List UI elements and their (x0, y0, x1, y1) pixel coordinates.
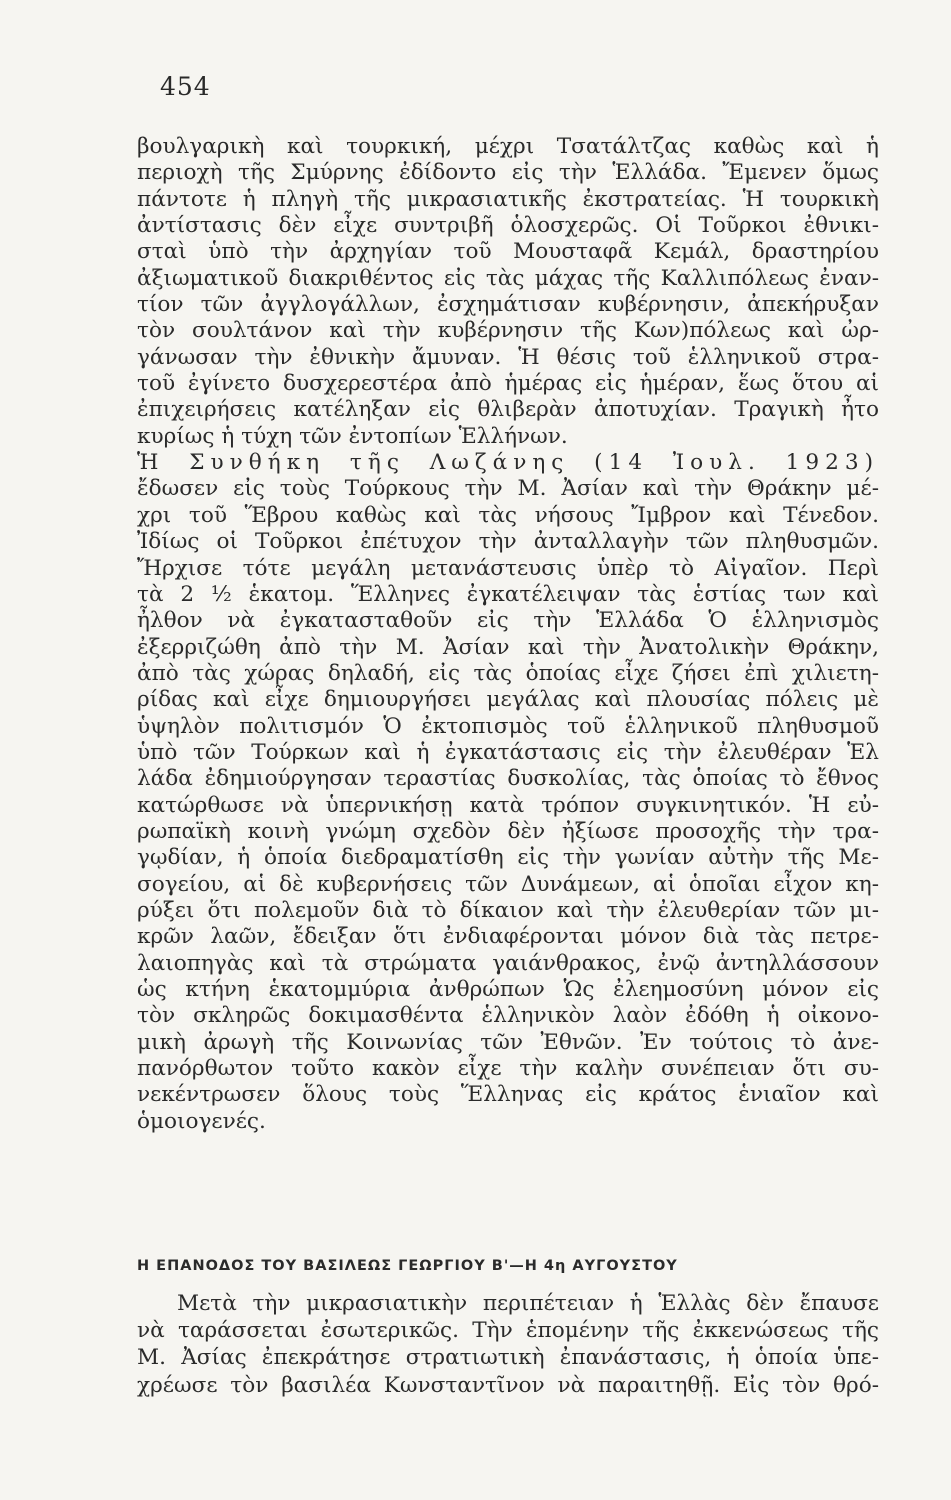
text-line: ὑπὸ τῶν Τούρκων καὶ ἡ ἐγκατάστασις εἰς τὴν ἐλευθέραν Ἑλ (137, 739, 879, 765)
text-line: ἦλθον νὰ ἐγκατασταθοῦν εἰς τὴν Ἑλλάδα Ὁ ἑλληνισμὸς (137, 608, 879, 634)
text-line: γάνωσαν τὴν ἐθνικὴν ἄμυναν. Ἡ θέσις τοῦ ἑλληνικοῦ στρα- (137, 344, 879, 370)
text-line: Μετὰ τὴν μικρασιατικὴν περιπέτειαν ἡ Ἑλλὰς δὲν ἔπαυσε (177, 1291, 879, 1316)
text-line: ὁμοιογενές. (137, 1108, 266, 1134)
text-line: τὰ 2 ½ ἑκατομ. Ἕλληνες ἐγκατέλειψαν τὰς ἑστίας των καὶ (137, 581, 879, 607)
text-line: ἔδωσεν εἰς τοὺς Τούρκους τὴν Μ. Ἀσίαν καὶ τὴν Θράκην μέ- (137, 476, 879, 502)
paragraph-1 (137, 134, 879, 450)
text-line: ἐξερριζώθη ἀπὸ τὴν Μ. Ἀσίαν καὶ τὴν Ἀνατολικὴν Θράκην, (137, 634, 879, 660)
paragraph-3 (137, 1290, 879, 1399)
text-line: ρύξει ὅτι πολεμοῦν διὰ τὸ δίκαιον καὶ τὴν ἐλευθερίαν τῶν μι- (137, 897, 879, 923)
text-line: περιοχὴ τῆς Σμύρνης ἐδίδοντο εἰς τὴν Ἑλλάδα. Ἔμενεν ὅμως (137, 160, 879, 186)
text-line: ρίδας καὶ εἶχε δημιουργήσει μεγάλας καὶ πλουσίας πόλεις μὲ (137, 687, 879, 713)
text-line: χρι τοῦ Ἕβρου καθὼς καὶ τὰς νήσους Ἴμβρον καὶ Τένεδον. (137, 502, 879, 528)
text-line: ρωπαϊκὴ κοινὴ γνώμη σχεδὸν δὲν ἠξίωσε προσοχῆς τὴν τρα- (137, 818, 879, 844)
text-line: Ἰδίως οἱ Τοῦρκοι ἐπέτυχον τὴν ἀνταλλαγὴν τῶν πληθυσμῶν. (137, 529, 879, 555)
text-line: λαιοπηγὰς καὶ τὰ στρώματα γαιάνθρακος, ἐνῷ ἀντηλλάσσουν (137, 950, 879, 976)
text-line: Ἡ Συνθήκη τῆς Λωζάνης (14 Ἰουλ. 1923) (137, 450, 879, 476)
text-line: βουλγαρικὴ καὶ τουρκική, μέχρι Τσατάλτζας καθὼς καὶ ἡ (137, 134, 879, 159)
page-number: 454 (160, 72, 211, 101)
text-line: ἀξιωματικοῦ διακριθέντος εἰς τὰς μάχας τῆς Καλλιπόλεως ἐναν- (137, 265, 879, 291)
text-line: ἀπὸ τὰς χώρας δηλαδή, εἰς τὰς ὁποίας εἶχε ζήσει ἐπὶ χιλιετη- (137, 660, 879, 686)
text-line: πάντοτε ἡ πληγὴ τῆς μικρασιατικῆς ἐκστρατείας. Ἡ τουρκικὴ (137, 186, 879, 212)
text-line: τὸν σουλτάνον καὶ τὴν κυβέρνησιν τῆς Κων)πόλεως καὶ ὠρ- (137, 318, 879, 344)
section-heading: Η ΕΠΑΝΟΔΟΣ ΤΟΥ ΒΑΣΙΛΕΩΣ ΓΕΩΡΓΙΟΥ Β'—Η 4η ΑΥΓΟΥΣΤΟΥ (137, 1258, 678, 1274)
text-line: χρέωσε τὸν βασιλέα Κωνσταντῖνον νὰ παραιτηθῇ. Εἰς τὸν θρό- (137, 1372, 879, 1398)
text-line: ὡς κτήνη ἑκατομμύρια ἀνθρώπων Ὡς ἐλεημοσύνη μόνον εἰς (137, 977, 879, 1002)
main-text (137, 134, 879, 1135)
text-line: μικὴ ἀρωγὴ τῆς Κοινωνίας τῶν Ἐθνῶν. Ἐν τούτοις τὸ ἀνε- (137, 1029, 879, 1055)
paragraph-2 (137, 450, 879, 1135)
text-line: πανόρθωτον τοῦτο κακὸν εἶχε τὴν καλὴν συνέπειαν ὅτι συ- (137, 1056, 879, 1082)
text-line: Ἤρχισε τότε μεγάλη μετανάστευσις ὑπὲρ τὸ Αἰγαῖον. Περὶ (137, 555, 879, 581)
text-line: κατώρθωσε νὰ ὑπερνικήσῃ κατὰ τρόπον συγκινητικόν. Ἡ εὐ- (137, 792, 879, 818)
text-line: νὰ ταράσσεται ἐσωτερικῶς. Τὴν ἑπομένην τῆς ἐκκενώσεως τῆς (137, 1318, 879, 1344)
text-line: τὸν σκληρῶς δοκιμασθέντα ἑλληνικὸν λαὸν ἐδόθη ἡ οἰκονο- (137, 1003, 879, 1029)
text-line: κυρίως ἡ τύχη τῶν ἐντοπίων Ἑλλήνων. (137, 423, 568, 449)
text-line: τίον τῶν ἀγγλογάλλων, ἐσχημάτισαν κυβέρνησιν, ἀπεκήρυξαν (137, 292, 879, 318)
text-line: ὑψηλὸν πολιτισμόν Ὁ ἐκτοπισμὸς τοῦ ἑλληνικοῦ πληθυσμοῦ (137, 713, 879, 739)
text-line: λάδα ἐδημιούργησαν τεραστίας δυσκολίας, τὰς ὁποίας τὸ ἔθνος (137, 766, 879, 792)
text-line: ἀντίστασις δὲν εἶχε συντριβῆ ὁλοσχερῶς. Οἱ Τοῦρκοι ἐθνικι- (137, 213, 879, 239)
text-line: κρῶν λαῶν, ἔδειξαν ὅτι ἐνδιαφέρονται μόνον διὰ τὰς πετρε- (137, 924, 879, 950)
text-line: σογείου, αἱ δὲ κυβερνήσεις τῶν Δυνάμεων, αἱ ὁποῖαι εἶχον κη- (137, 871, 879, 897)
text-line: ἐπιχειρήσεις κατέληξαν εἰς θλιβερὰν ἀποτυχίαν. Τραγικὴ ἦτο (137, 397, 879, 423)
text-line: τοῦ ἐγίνετο δυσχερεστέρα ἀπὸ ἡμέρας εἰς ἡμέραν, ἕως ὅτου αἱ (137, 371, 879, 397)
text-line: γῳδίαν, ἡ ὁποία διεδραματίσθη εἰς τὴν γωνίαν αὐτὴν τῆς Με- (137, 845, 879, 871)
text-line: σταὶ ὑπὸ τὴν ἀρχηγίαν τοῦ Μουσταφᾶ Κεμάλ, δραστηρίου (137, 239, 879, 265)
text-line: νεκέντρωσεν ὅλους τοὺς Ἕλληνας εἰς κράτος ἑνιαῖον καὶ (137, 1082, 879, 1108)
text-line: Μ. Ἀσίας ἐπεκράτησε στρατιωτικὴ ἐπανάστασις, ἡ ὁποία ὑπε- (137, 1345, 879, 1371)
